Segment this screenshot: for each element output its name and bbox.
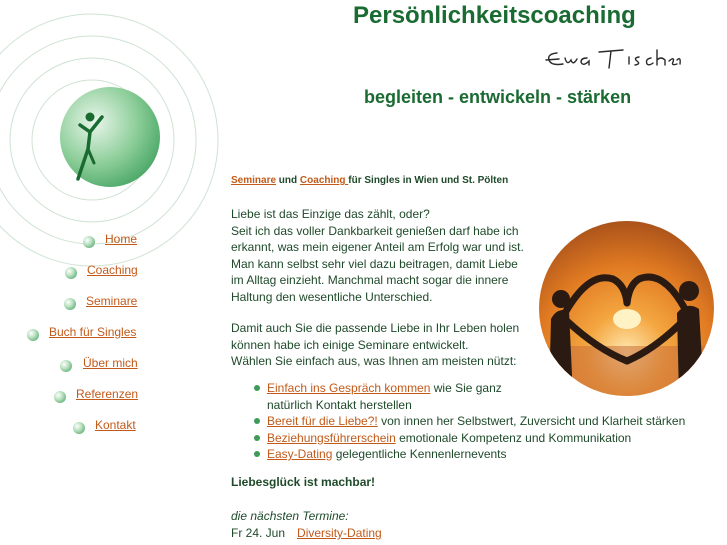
text-line: Damit auch Sie die passende Liebe in Ihr Leben holen: [231, 321, 520, 335]
nav-link-ueber-mich[interactable]: Über mich: [83, 356, 138, 370]
intro-line: [231, 175, 508, 186]
date-row: [231, 526, 382, 540]
list-item: [254, 446, 685, 463]
nav-bullet-icon: [65, 267, 77, 279]
signature-eva-fischer: [543, 46, 683, 74]
list-item-text: wie Sie ganz: [430, 381, 502, 395]
nav-link-coaching[interactable]: Coaching: [87, 263, 138, 277]
intro-text: und: [276, 175, 300, 186]
seminar-link-beziehung[interactable]: Beziehungsführerschein: [267, 430, 396, 445]
intro-link-coaching[interactable]: Coaching: [299, 175, 349, 186]
seminar-link-gespraech[interactable]: Einfach ins Gespräch kommen: [267, 381, 431, 395]
tagline: begleiten - entwickeln - stärken: [364, 87, 632, 107]
text-line: Wählen Sie einfach aus, was Ihnen am meisten nützt:: [231, 354, 517, 368]
text-line: können habe ich einige Seminare entwickelt.: [231, 337, 469, 352]
nav-bullet-icon: [54, 391, 66, 403]
page-title: Persönlichkeitscoaching: [353, 2, 636, 29]
list-item-text: emotionale Kompetenz und Kommunikation: [395, 430, 632, 445]
nav-bullet-icon: [73, 422, 85, 434]
date-label: Fr 24. Jun: [231, 526, 286, 540]
intro-text: für Singles in Wien und St. Pölten: [348, 175, 509, 186]
nav-bullet-icon: [83, 236, 95, 248]
nav-link-seminare[interactable]: Seminare: [86, 294, 138, 308]
heart-sunset-photo: [539, 221, 714, 396]
text-line: im Alltag einzieht. Manchmal macht sogar die innere: [231, 273, 509, 287]
seminar-link-easy-dating[interactable]: Easy-Dating: [267, 447, 333, 461]
nav-bullet-icon: [27, 329, 39, 341]
nav-link-home[interactable]: Home: [105, 232, 138, 246]
dates-heading: die nächsten Termine:: [231, 509, 349, 523]
text-line: Seit ich das voller Dankbarkeit genießen darf habe ich: [231, 223, 519, 238]
text-line: Liebe ist das Einzige das zählt, oder?: [231, 207, 430, 221]
text-line: Man kann selbst sehr viel dazu beitragen, damit Liebe: [231, 256, 518, 271]
event-link-diversity-dating[interactable]: Diversity-Dating: [297, 526, 382, 540]
list-item: [254, 413, 685, 430]
logo-sphere: [60, 87, 160, 187]
paragraph-2: [231, 320, 519, 370]
intro-link-seminare[interactable]: Seminare: [231, 175, 277, 186]
text-line: erkannt, was mein eigener Anteil am Erfolg war und ist.: [231, 240, 524, 254]
list-item-text: gelegentliche Kennenlernevents: [332, 447, 507, 461]
list-item: [254, 430, 685, 447]
nav-bullet-icon: [60, 360, 72, 372]
text-line: Haltung den wesentliche Unterschied.: [231, 289, 433, 304]
person-figure-icon: [60, 87, 160, 187]
seminar-link-bereit[interactable]: Bereit für die Liebe?!: [267, 414, 378, 428]
list-item-text: natürlich Kontakt herstellen: [267, 397, 412, 412]
list-item-text: von innen her Selbstwert, Zuversicht und Klarheit stärken: [377, 414, 686, 428]
nav-link-kontakt[interactable]: Kontakt: [95, 418, 136, 432]
nav-link-referenzen[interactable]: Referenzen: [76, 387, 139, 401]
nav-bullet-icon: [64, 298, 76, 310]
couple-heart-silhouette: [539, 221, 714, 396]
paragraph-1: [231, 206, 524, 305]
nav-link-buch-fuer-singles[interactable]: Buch für Singles: [49, 325, 137, 339]
motto: Liebesglück ist machbar!: [231, 475, 376, 489]
